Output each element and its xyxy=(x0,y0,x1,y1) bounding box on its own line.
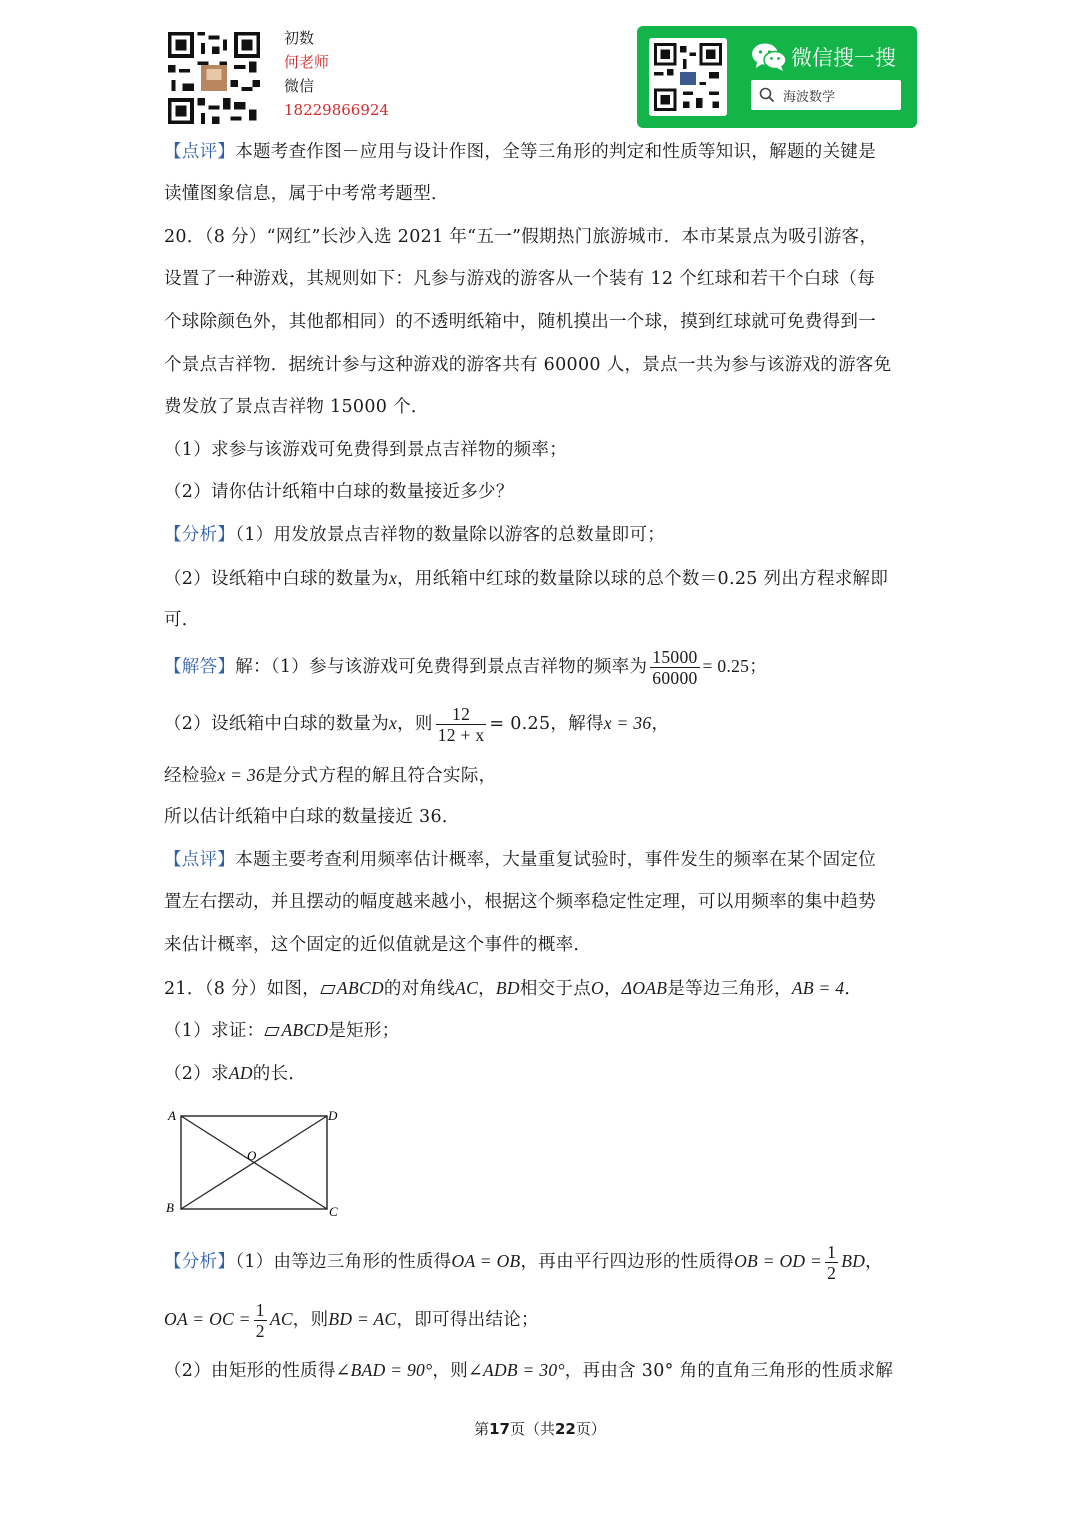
question-text: ， xyxy=(478,979,496,999)
search-box[interactable] xyxy=(751,80,901,110)
q20-stem-line4: 个景点吉祥物．据统计参与这种游戏的游客共有 60000 人，景点一共为参与该游戏的游客免 xyxy=(164,355,892,375)
fraction-numerator: 15000 xyxy=(652,647,698,667)
fraction-denominator: 2 xyxy=(827,1263,837,1283)
review-text: 本题主要考查利用频率估计概率，大量重复试验时，事件发生的频率在某个固定位 xyxy=(235,850,876,870)
q20-part2: （2）请你估计纸箱中白球的数量接近多少？ xyxy=(164,482,514,502)
contact-line: 微信 xyxy=(284,77,315,95)
question-text: 的长． xyxy=(252,1064,307,1084)
fraction xyxy=(825,1242,838,1283)
question-text: 相交于点 xyxy=(519,979,592,999)
vertex-label-c: C xyxy=(329,1204,338,1219)
parallelogram-symbol xyxy=(265,1027,280,1036)
vertex-label-a: A xyxy=(168,1108,176,1123)
q20-stem-line3: 个球除颜色外，其他都相同）的不透明纸箱中，随机摸出一个球，摸到红球就可免费得到一 xyxy=(164,312,876,332)
vertex-label-d: D xyxy=(328,1108,338,1123)
math-expr: ∠ADB = 30° xyxy=(468,1360,565,1380)
q20-answer-line4: 所以估计纸箱中白球的数量接近 36． xyxy=(164,807,460,827)
phone-number: 18229866924 xyxy=(284,101,389,119)
q19-review-line2: 读懂图象信息，属于中考常考题型． xyxy=(164,184,449,204)
fraction-numerator: 1 xyxy=(827,1242,837,1262)
q20-stem-line5: 费发放了景点吉祥物 15000 个． xyxy=(164,397,429,417)
q21-analysis-line2 xyxy=(164,1297,920,1342)
review-text: 本题考查作图－应用与设计作图，全等三角形的判定和性质等知识，解题的关键是 xyxy=(235,142,876,162)
wechat-qr-box xyxy=(649,38,727,116)
q20-review-line3: 来估计概率，这个固定的近似值就是这个事件的概率． xyxy=(164,935,592,955)
fraction xyxy=(650,647,699,688)
q21-part2 xyxy=(164,1060,920,1087)
footer-text: 页） xyxy=(575,1420,606,1438)
question-text: ， xyxy=(603,979,622,999)
analysis-text: ，则 xyxy=(432,1361,468,1381)
math-var: BD xyxy=(495,978,520,998)
q20-answer-line1 xyxy=(164,644,920,689)
math-var: ABCD xyxy=(281,1020,329,1040)
answer-text: ，则 xyxy=(397,714,433,734)
analysis-text: ，则 xyxy=(292,1310,329,1330)
q20-stem-line2: 设置了一种游戏，其规则如下：凡参与游戏的游客从一个装有 12 个红球和若干个白球（每 xyxy=(164,269,875,289)
search-icon xyxy=(759,87,775,103)
fraction-numerator: 12 xyxy=(436,704,487,725)
qr-code-icon xyxy=(654,43,722,111)
q20-review-line2: 置左右摆动，并且摆动的幅度越来越小，根据这个频率稳定性定理，可以用频率的集中趋势 xyxy=(164,892,876,912)
math-var: ABCD xyxy=(337,978,384,998)
fraction-denominator: 2 xyxy=(255,1321,265,1341)
contact-info xyxy=(284,26,389,122)
math-var: O xyxy=(591,978,604,998)
q20-answer-line3 xyxy=(164,762,920,789)
fraction-denominator: 12 + x xyxy=(437,725,485,745)
question-text: 是矩形； xyxy=(328,1021,400,1041)
fraction xyxy=(436,704,487,745)
math-var: AC xyxy=(269,1309,293,1329)
contact-line: 初数 xyxy=(284,29,315,47)
review-tag: 【点评】 xyxy=(164,850,236,870)
analysis-tag: 【分析】 xyxy=(164,1252,236,1272)
answer-text: = 0.25； xyxy=(702,656,768,676)
wechat-logo-icon xyxy=(751,42,787,72)
question-text: （2）求 xyxy=(164,1064,229,1084)
math-var: AC xyxy=(455,978,479,998)
parallelogram-symbol xyxy=(320,985,335,994)
q20-answer-line2 xyxy=(164,701,920,746)
math-var: x xyxy=(389,568,398,588)
question-text: （1）求证： xyxy=(164,1021,265,1041)
rectangle-diagram xyxy=(160,1100,350,1225)
analysis-text: （1）用发放景点吉祥物的数量除以游客的总数量即可； xyxy=(235,525,666,545)
analysis-text: （2）由矩形的性质得 xyxy=(164,1361,336,1381)
page-footer xyxy=(0,1418,1080,1439)
q21-analysis-line3 xyxy=(164,1357,920,1384)
math-expr: ΔOAB xyxy=(621,978,668,998)
q20-review-line1 xyxy=(164,847,920,873)
q20-analysis-line3: 可． xyxy=(164,610,200,630)
q19-review-line1 xyxy=(164,139,920,165)
math-var: AD xyxy=(228,1063,253,1083)
question-text: 的对角线 xyxy=(383,979,456,999)
analysis-text: ，再由平行四边形的性质得 xyxy=(520,1252,735,1272)
answer-text: = 0.25，解得 xyxy=(489,714,604,734)
footer-text: 第 xyxy=(474,1420,490,1438)
math-expr: ∠BAD = 90° xyxy=(335,1360,433,1380)
page-total: 22 xyxy=(555,1420,576,1438)
math-var: x xyxy=(389,713,398,733)
analysis-text: ，再由含 30° 角的直角三角形的性质求解 xyxy=(564,1361,894,1381)
answer-text: 是分式方程的解且符合实际， xyxy=(265,766,497,786)
analysis-text: ，即可得出结论； xyxy=(396,1310,539,1330)
fraction-numerator: 1 xyxy=(255,1300,265,1320)
wechat-search-title: 微信搜一搜 xyxy=(791,46,896,70)
answer-text: 经检验 xyxy=(164,766,218,786)
q20-analysis-line2 xyxy=(164,565,920,592)
question-text: ． xyxy=(844,979,863,999)
answer-text: （2）设纸箱中白球的数量为 xyxy=(164,714,390,734)
review-tag: 【点评】 xyxy=(164,142,236,162)
analysis-text: ，用纸箱中红球的数量除以球的总个数＝0.25 列出方程求解即 xyxy=(397,569,889,589)
analysis-text: （2）设纸箱中白球的数量为 xyxy=(164,569,390,589)
math-var: BD xyxy=(841,1251,866,1271)
math-expr: OA = OB xyxy=(451,1251,521,1271)
question-text: 是等边三角形， xyxy=(667,979,792,999)
math-expr: x = 36 xyxy=(603,713,652,733)
teacher-name: 何老师 xyxy=(284,53,330,71)
math-expr: x = 36 xyxy=(217,765,266,785)
q21-analysis-line1 xyxy=(164,1239,920,1284)
math-expr: OB = OD = xyxy=(734,1251,823,1271)
search-text: 海波数学 xyxy=(783,90,836,105)
math-expr: BD = AC xyxy=(328,1309,397,1329)
answer-text: 解：（1）参与该游戏可免费得到景点吉祥物的频率为 xyxy=(235,657,648,677)
answer-tag: 【解答】 xyxy=(164,657,236,677)
vertex-label-b: B xyxy=(166,1200,174,1215)
math-expr: AB = 4 xyxy=(791,978,845,998)
q21-part1 xyxy=(164,1017,920,1044)
center-label-o: O xyxy=(247,1148,257,1163)
question-text: 21．（8 分）如图， xyxy=(164,979,321,999)
q20-part1: （1）求参与该游戏可免费得到景点吉祥物的频率； xyxy=(164,440,568,460)
fraction-denominator: 60000 xyxy=(652,668,698,688)
math-expr: OA = OC = xyxy=(164,1309,251,1329)
answer-text: ， xyxy=(651,714,670,734)
q20-stem-line1: 20．（8 分）“网红”长沙入选 2021 年“五一”假期热门旅游城市．本市某景点为吸引游客， xyxy=(164,227,878,247)
analysis-text: （1）由等边三角形的性质得 xyxy=(235,1252,452,1272)
analysis-tag: 【分析】 xyxy=(164,525,236,545)
q21-stem-line1 xyxy=(164,975,920,1002)
analysis-text: ， xyxy=(865,1252,883,1272)
wechat-search-card[interactable] xyxy=(637,26,917,128)
footer-text: 页（共 xyxy=(509,1420,555,1438)
page-number: 17 xyxy=(489,1420,510,1438)
qr-code-icon xyxy=(168,32,260,124)
fraction xyxy=(254,1300,267,1341)
q20-analysis-line1 xyxy=(164,522,920,548)
